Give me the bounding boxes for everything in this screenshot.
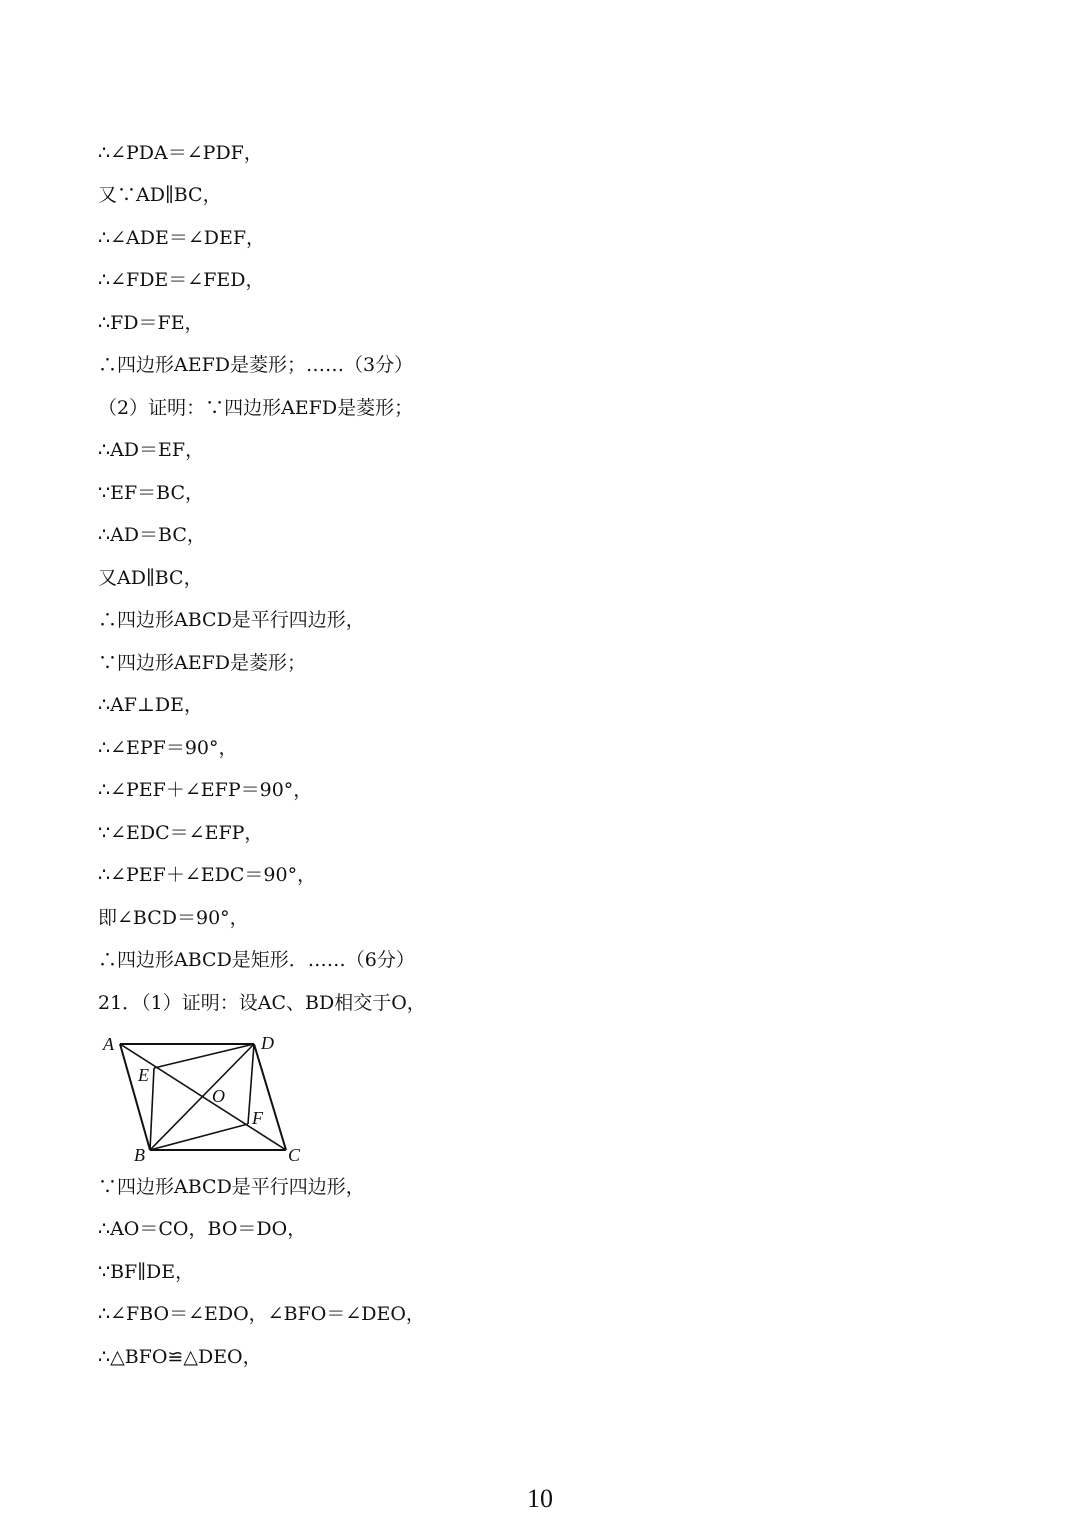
- proof-line-6: ∴四边形AEFD是菱形；……（3分）: [98, 354, 414, 376]
- segment-be: [150, 1068, 154, 1150]
- point-label-f: F: [252, 1108, 263, 1128]
- proof-line-5: ∴FD＝FE，: [98, 312, 204, 334]
- proof-line-1: ∴∠PDA＝∠PDF，: [98, 142, 263, 164]
- page-number: 10: [527, 1484, 553, 1513]
- segment-bf: [150, 1124, 248, 1150]
- proof-line-11: 又AD∥BC，: [98, 567, 203, 589]
- point-label-o: O: [212, 1086, 225, 1106]
- proof-line-7: （2）证明：∵四边形AEFD是菱形；: [98, 397, 414, 419]
- point-label-e: E: [138, 1065, 149, 1085]
- proof-line-16: ∴∠PEF＋∠EFP＝90°，: [98, 779, 313, 801]
- segment-dc: [254, 1044, 286, 1150]
- proof-line-20: ∴四边形ABCD是矩形．……（6分）: [98, 949, 415, 971]
- proof-line-14: ∴AF⊥DE，: [98, 694, 203, 716]
- proof-line-9: ∵EF＝BC，: [98, 482, 204, 504]
- proof-line-10: ∴AD＝BC，: [98, 524, 206, 546]
- segment-ed: [154, 1044, 254, 1068]
- parallelogram-figure: [98, 1028, 318, 1168]
- proof-line-19: 即∠BCD＝90°，: [98, 907, 249, 929]
- proof-line-25: ∴∠FBO＝∠EDO，∠BFO＝∠DEO，: [98, 1303, 425, 1325]
- proof-line-2: 又∵AD∥BC，: [98, 184, 222, 206]
- proof-line-17: ∵∠EDC＝∠EFP，: [98, 822, 264, 844]
- point-label-c: C: [288, 1145, 301, 1165]
- proof-line-18: ∴∠PEF＋∠EDC＝90°，: [98, 864, 317, 886]
- proof-line-15: ∴∠EPF＝90°，: [98, 737, 238, 759]
- problem-21-heading: 21．（1）证明：设AC、BD相交于O，: [98, 992, 426, 1014]
- proof-line-8: ∴AD＝EF，: [98, 439, 205, 461]
- proof-line-23: ∴AO＝CO，BO＝DO，: [98, 1218, 307, 1240]
- proof-line-12: ∴四边形ABCD是平行四边形，: [98, 609, 365, 631]
- proof-line-24: ∵BF∥DE，: [98, 1261, 195, 1283]
- point-label-b: B: [134, 1145, 145, 1165]
- proof-line-22: ∵四边形ABCD是平行四边形，: [98, 1176, 365, 1198]
- proof-line-26: ∴△BFO≌△DEO，: [98, 1346, 262, 1368]
- diagonal-bd: [150, 1044, 254, 1150]
- proof-line-13: ∵四边形AEFD是菱形；: [98, 652, 307, 674]
- proof-line-3: ∴∠ADE＝∠DEF，: [98, 227, 266, 249]
- point-label-a: A: [103, 1034, 114, 1054]
- point-label-d: D: [261, 1033, 274, 1053]
- proof-line-4: ∴∠FDE＝∠FED，: [98, 269, 265, 291]
